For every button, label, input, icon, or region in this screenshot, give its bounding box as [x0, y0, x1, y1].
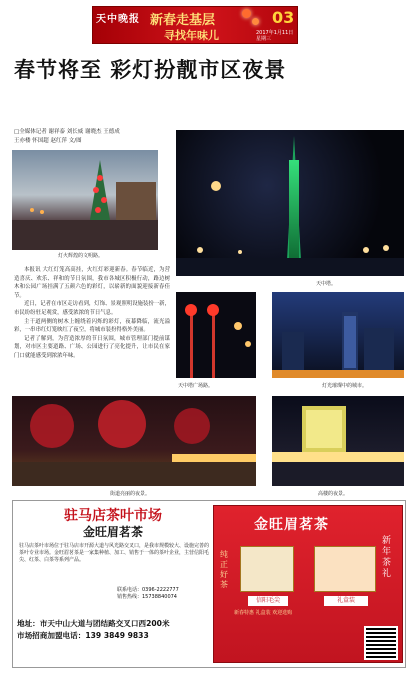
tea-gift-set-image	[314, 546, 376, 592]
ad-address: 地址：市天中山大道与团结路交叉口西200米	[17, 619, 170, 628]
photo-lantern-poles	[176, 292, 256, 378]
photo-caption: 灯火辉煌的文明路。	[58, 253, 104, 259]
banner-right-vertical: 新年茶礼	[382, 536, 392, 579]
issue-date: 2017年1月11日 星期三	[256, 30, 294, 42]
advertisement	[12, 500, 406, 668]
series-subtitle: 寻找年味儿	[164, 29, 219, 42]
qr-code-icon	[364, 626, 398, 660]
banner-item-label: 礼盒装	[324, 596, 368, 606]
photo-red-trees	[12, 396, 256, 486]
ad-body: 驻马店茶叶市场位于驻马店市开源大道与风光路交叉口，是我市规模较大、设施完善的茶叶专业市场。金旺眉茗茶是一家集种植、加工、销售于一体的茶叶企业，主营信阳毛尖、红茶、白茶等系列产品。	[19, 543, 210, 564]
photo-mall	[272, 396, 404, 486]
series-title: 新春走基层	[150, 13, 216, 28]
ad-contact: 联系电话：0396-2222777 销售热线：15738840074	[117, 587, 179, 600]
photo-caption: 街道亮丽的夜景。	[110, 491, 151, 497]
article-paragraph: 主干道两侧的树木上缠绕着闪烁的彩灯，夜幕降临，流光溢彩，一串串红灯笼映红了夜空，将城市装扮得格外美丽。	[14, 318, 170, 334]
banner-note: 新春特惠 礼盒装 欢迎选购	[234, 610, 293, 616]
byline: □全媒体记者 谢祥泰 刘长威 谢晓杰 王德成 王亦楼 怀国超 赵红萍 文/图	[14, 129, 120, 144]
page-number: 03	[272, 8, 295, 27]
ad-address-block	[17, 618, 213, 642]
photo-buildings	[272, 292, 404, 378]
paper-logo: 天中晚报	[96, 14, 140, 25]
article-paragraph: 记者了解到，为营造浓厚的节日氛围，城市管理部门提前谋划，对市区主要道路、广场、公园进行了亮化提升，让市民在家门口就能感受到浓浓年味。	[14, 335, 170, 359]
ad-brand: 金旺眉茗茶	[82, 525, 143, 539]
tea-gift-box-image	[240, 546, 294, 592]
photo-caption: 高楼的夜景。	[318, 491, 349, 497]
ad-banner	[213, 505, 403, 663]
banner-left-vertical: 纯正好茶	[220, 550, 228, 589]
photo-caption: 灯光璀璨中的城市。	[322, 383, 368, 389]
photo-tower	[176, 130, 404, 276]
article-paragraph: 近日，记者在市区走访看到，灯饰、景观照明设施装扮一新，市民纷纷驻足观赏，感受浓浓的节日气息。	[14, 301, 170, 316]
photo-lit-street	[12, 150, 158, 250]
photo-caption: 天中塔广场路。	[178, 383, 214, 389]
banner-item-label: 信阳毛尖	[248, 596, 288, 606]
masthead-banner	[92, 6, 298, 44]
lantern-icon	[252, 18, 259, 25]
page-headline: 春节将至 彩灯扮靓市区夜景	[14, 58, 287, 82]
banner-title: 金旺眉茗茶	[254, 517, 329, 533]
ad-title: 驻马店茶叶市场	[64, 508, 162, 524]
ad-phone: 市场招商加盟电话：139 3849 9833	[17, 631, 149, 640]
lantern-icon	[242, 9, 251, 18]
article-paragraph: 本报讯 大红灯笼高高挂，火红灯彩迎新春。春节临近，为营造喜庆、欢乐、祥和的节日氛围，我市各城区积极行动，路边树木和公园广场挂满了五颜六色的彩灯，以崭新的面貌迎接新春佳节。	[14, 267, 170, 299]
photo-caption: 天中塔。	[316, 281, 337, 287]
article-body	[14, 266, 170, 361]
